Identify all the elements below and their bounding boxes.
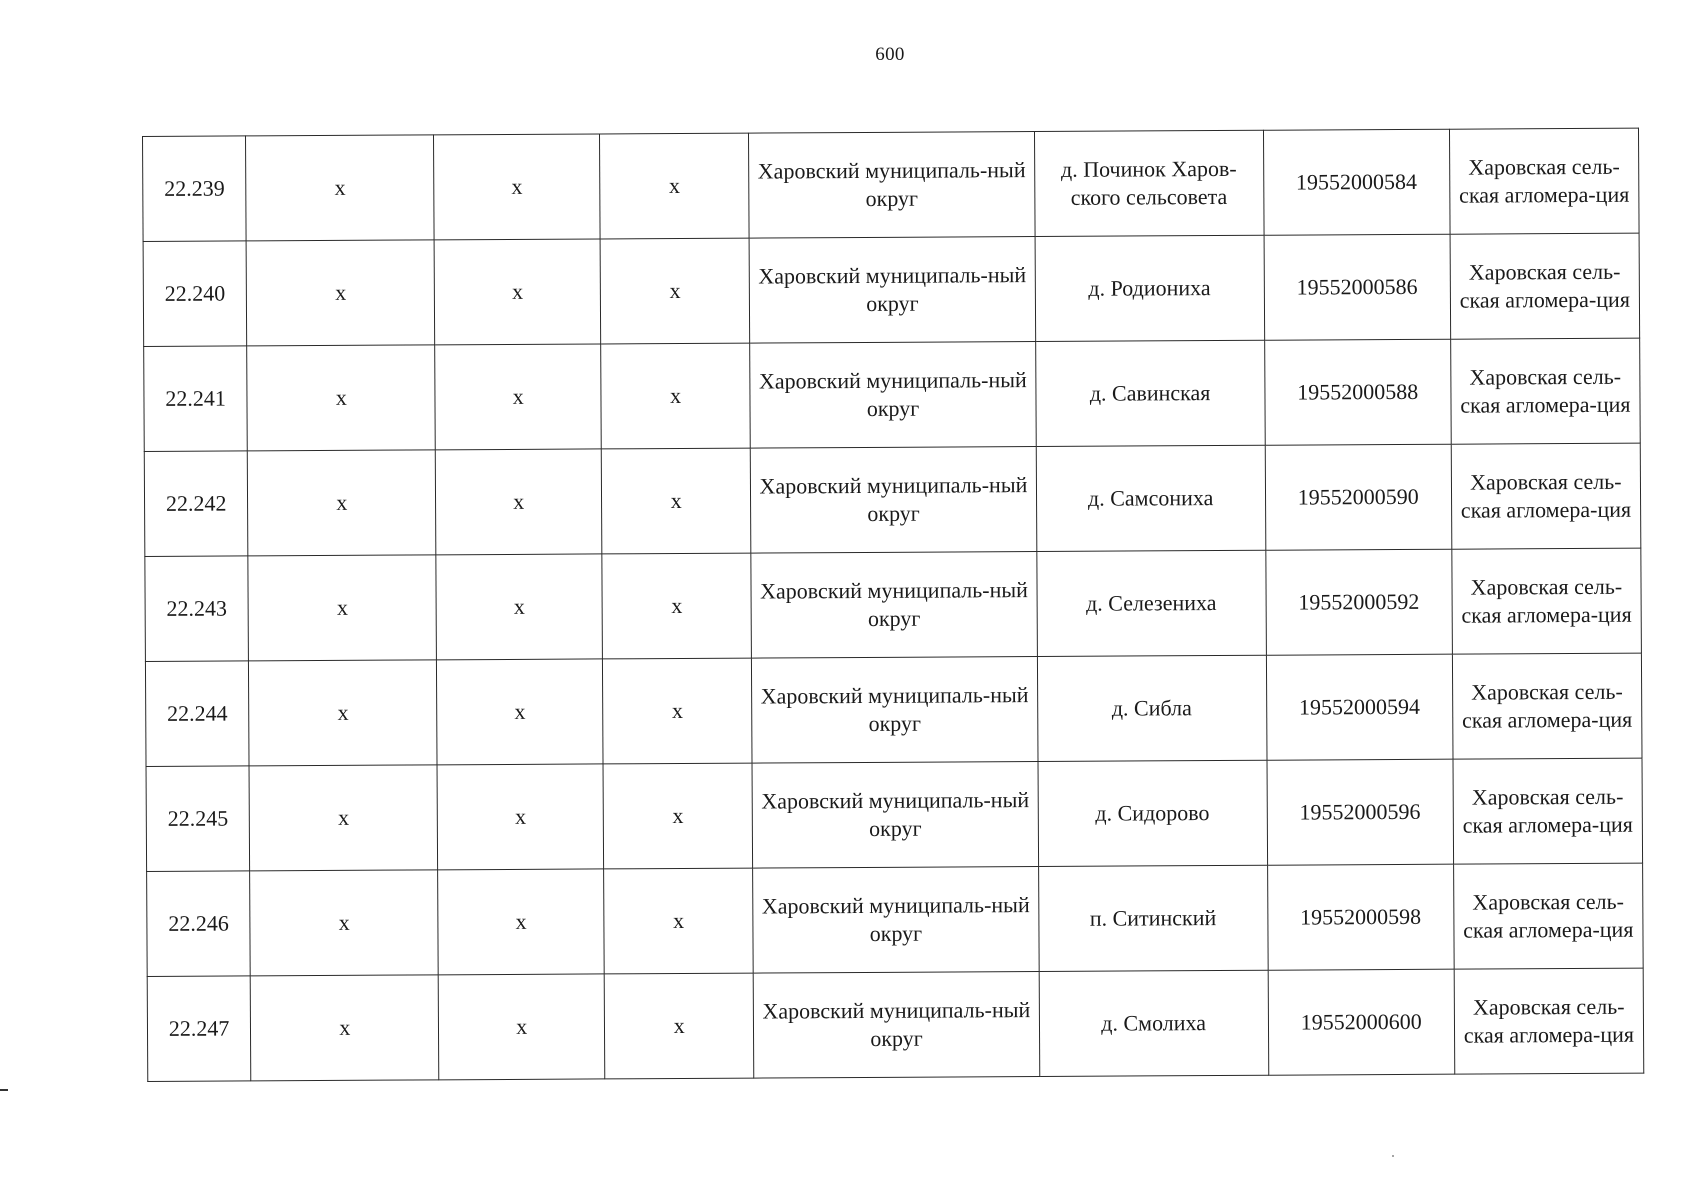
- x-mark-cell: х: [248, 555, 437, 661]
- x-mark-cell: х: [434, 134, 600, 240]
- row-number-cell: 22.240: [143, 241, 247, 347]
- x-mark-cell: х: [436, 449, 602, 555]
- locality-cell: д. Селезениха: [1036, 550, 1266, 656]
- x-mark-cell: х: [246, 240, 435, 346]
- locality-cell: д. Смолиха: [1039, 970, 1269, 1076]
- municipality-cell: Харовский муниципаль-ный округ: [749, 237, 1035, 344]
- agglomeration-cell: Харовская сель-ская агломера-ция: [1450, 233, 1640, 339]
- municipality-cell: Харовский муниципаль-ный округ: [753, 867, 1039, 974]
- x-mark-cell: х: [600, 133, 750, 239]
- x-mark-cell: х: [601, 343, 751, 449]
- x-mark-cell: х: [601, 448, 751, 554]
- x-mark-cell: х: [439, 974, 605, 1080]
- row-number-cell: 22.246: [147, 871, 251, 977]
- row-number-cell: 22.247: [147, 976, 251, 1082]
- scan-speck: [1392, 1155, 1394, 1157]
- x-mark-cell: х: [250, 975, 439, 1081]
- municipality-cell: Харовский муниципаль-ный округ: [752, 762, 1038, 869]
- code-cell: 19552000600: [1268, 969, 1455, 1075]
- x-mark-cell: х: [250, 870, 439, 976]
- x-mark-cell: х: [603, 763, 753, 869]
- x-mark-cell: х: [435, 344, 601, 450]
- x-mark-cell: х: [604, 868, 754, 974]
- agglomeration-cell: Харовская сель-ская агломера-ция: [1454, 968, 1644, 1074]
- row-number-cell: 22.241: [144, 346, 248, 452]
- x-mark-cell: х: [434, 239, 600, 345]
- locality-cell: д. Сибла: [1037, 655, 1267, 761]
- x-mark-cell: х: [249, 660, 438, 766]
- table-row: [146, 758, 1643, 871]
- table-row: [144, 443, 1641, 556]
- scan-edge-mark: [0, 1089, 8, 1091]
- locality-cell: п. Ситинский: [1038, 865, 1268, 971]
- x-mark-cell: х: [248, 450, 437, 556]
- locality-cell: д. Савинская: [1035, 340, 1265, 446]
- municipality-cell: Харовский муниципаль-ный округ: [752, 657, 1038, 764]
- table-row: [143, 128, 1640, 241]
- x-mark-cell: х: [436, 554, 602, 660]
- registry-table-wrapper: [142, 128, 1644, 1082]
- page-number: 600: [875, 44, 905, 65]
- code-cell: 19552000584: [1263, 129, 1450, 235]
- agglomeration-cell: Харовская сель-ская агломера-ция: [1453, 863, 1643, 969]
- table-row: [145, 548, 1642, 661]
- code-cell: 19552000596: [1267, 759, 1454, 865]
- table-row: [145, 653, 1642, 766]
- agglomeration-cell: Харовская сель-ская агломера-ция: [1449, 128, 1639, 234]
- table-row: [144, 338, 1641, 451]
- x-mark-cell: х: [602, 553, 752, 659]
- code-cell: 19552000588: [1264, 339, 1451, 445]
- code-cell: 19552000594: [1266, 654, 1453, 760]
- agglomeration-cell: Харовская сель-ская агломера-ция: [1451, 443, 1641, 549]
- x-mark-cell: х: [249, 765, 438, 871]
- agglomeration-cell: Харовская сель-ская агломера-ция: [1450, 338, 1640, 444]
- code-cell: 19552000590: [1265, 444, 1452, 550]
- locality-cell: д. Починок Харов-ского сельсовета: [1034, 130, 1264, 236]
- row-number-cell: 22.239: [143, 136, 247, 242]
- row-number-cell: 22.245: [146, 766, 250, 872]
- municipality-cell: Харовский муниципаль-ный округ: [749, 132, 1035, 239]
- row-number-cell: 22.242: [144, 451, 248, 557]
- x-mark-cell: х: [600, 238, 750, 344]
- x-mark-cell: х: [437, 659, 603, 765]
- registry-table-body: [143, 128, 1644, 1081]
- x-mark-cell: х: [246, 135, 435, 241]
- registry-table: [142, 128, 1644, 1082]
- table-row: [147, 863, 1644, 976]
- locality-cell: д. Сидорово: [1038, 760, 1268, 866]
- x-mark-cell: х: [602, 658, 752, 764]
- locality-cell: д. Родиониха: [1035, 235, 1265, 341]
- code-cell: 19552000598: [1267, 864, 1454, 970]
- municipality-cell: Харовский муниципаль-ный округ: [751, 552, 1037, 659]
- x-mark-cell: х: [247, 345, 436, 451]
- locality-cell: д. Самсониха: [1036, 445, 1266, 551]
- x-mark-cell: х: [604, 973, 754, 1079]
- table-row: [143, 233, 1640, 346]
- table-row: [147, 968, 1644, 1081]
- row-number-cell: 22.243: [145, 556, 249, 662]
- x-mark-cell: х: [438, 869, 604, 975]
- municipality-cell: Харовский муниципаль-ный округ: [754, 972, 1040, 1079]
- code-cell: 19552000586: [1264, 234, 1451, 340]
- row-number-cell: 22.244: [145, 661, 249, 767]
- agglomeration-cell: Харовская сель-ская агломера-ция: [1452, 653, 1642, 759]
- agglomeration-cell: Харовская сель-ская агломера-ция: [1453, 758, 1643, 864]
- code-cell: 19552000592: [1265, 549, 1452, 655]
- x-mark-cell: х: [437, 764, 603, 870]
- municipality-cell: Харовский муниципаль-ный округ: [751, 447, 1037, 554]
- municipality-cell: Харовский муниципаль-ный округ: [750, 342, 1036, 449]
- agglomeration-cell: Харовская сель-ская агломера-ция: [1452, 548, 1642, 654]
